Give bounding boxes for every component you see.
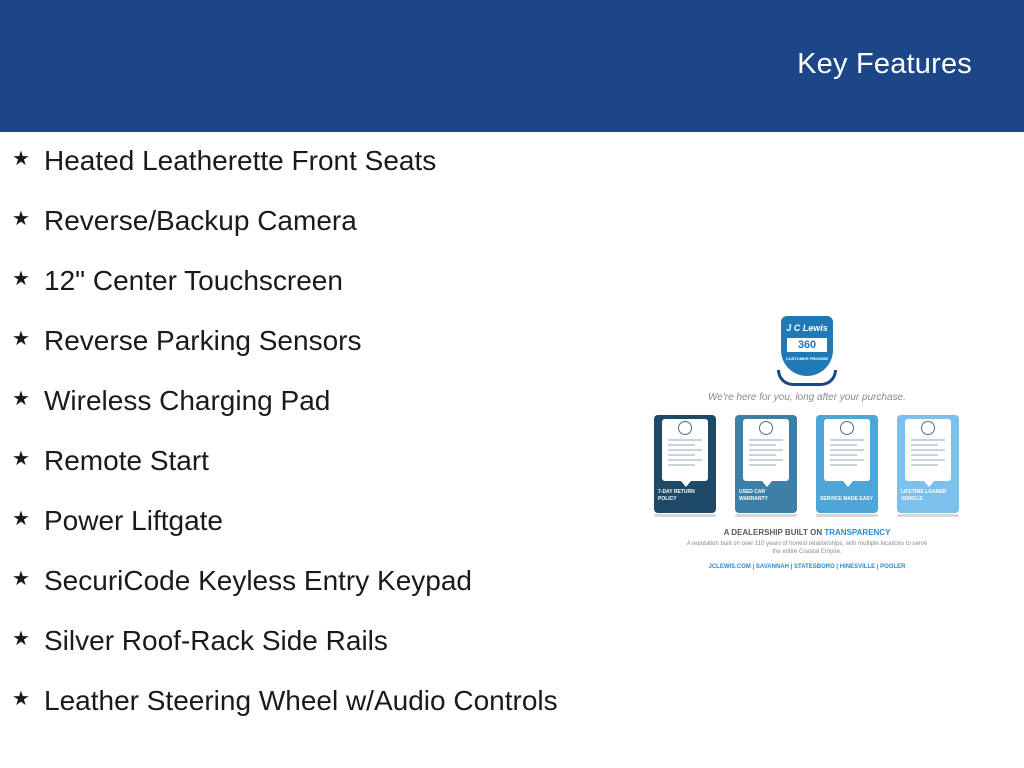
card-label: USED CAR WARRANTY (739, 489, 768, 502)
promo-card (897, 415, 959, 513)
loaner-car-icon (921, 421, 935, 435)
promo-tagline: We're here for you, long after your purchase. (708, 392, 906, 403)
built-highlight: TRANSPARENCY (824, 528, 891, 537)
feature-item (0, 144, 560, 178)
star-icon: ★ (12, 628, 30, 650)
card-shadow (654, 514, 716, 517)
promo-card (816, 415, 878, 513)
feature-item (0, 684, 560, 718)
star-icon: ★ (12, 208, 30, 230)
card-text-lines (749, 439, 783, 469)
logo-brand: J C Lewis (786, 323, 828, 333)
star-icon: ★ (12, 268, 30, 290)
feature-label: Leather Steering Wheel w/Audio Controls (44, 685, 558, 716)
service-house-icon (840, 421, 854, 435)
feature-label: SecuriCode Keyless Entry Keypad (44, 565, 472, 596)
feature-item (0, 564, 560, 598)
star-icon: ★ (12, 328, 30, 350)
reputation-text: A reputation built on over 110 years of honest relationships, with multiple locations to serve the entire Coastal Empire. (686, 541, 928, 555)
feature-label: Reverse Parking Sensors (44, 325, 362, 356)
star-icon: ★ (12, 148, 30, 170)
card-text-lines (830, 439, 864, 469)
dollar-refund-icon (678, 421, 692, 435)
feature-item (0, 504, 560, 538)
star-icon: ★ (12, 688, 30, 710)
locations-text: JCLEWIS.COM | SAVANNAH | STATESBORO | HINESVILLE | POOLER (708, 564, 906, 570)
card-label: SERVICE MADE EASY (820, 496, 873, 502)
dealership-built-heading (642, 528, 972, 537)
feature-item (0, 324, 560, 358)
feature-item (0, 624, 560, 658)
card-bubble (743, 419, 789, 481)
card-text-lines (668, 439, 702, 469)
page-title: Key Features (797, 48, 972, 80)
feature-list (0, 144, 560, 744)
card-shadow (897, 514, 959, 517)
promo-cards (654, 415, 958, 515)
logo-360: 360 (787, 338, 827, 352)
feature-item (0, 384, 560, 418)
star-icon: ★ (12, 568, 30, 590)
feature-label: Power Liftgate (44, 505, 223, 536)
feature-item (0, 444, 560, 478)
feature-label: Silver Roof-Rack Side Rails (44, 625, 388, 656)
logo-sub: CUSTOMER PROMISE (785, 356, 829, 361)
promo-card (654, 415, 716, 513)
card-bubble (662, 419, 708, 481)
card-bubble (824, 419, 870, 481)
feature-label: Remote Start (44, 445, 209, 476)
header-bar (0, 0, 1024, 132)
star-icon: ★ (12, 448, 30, 470)
feature-label: 12" Center Touchscreen (44, 265, 343, 296)
certified-badge-icon (759, 421, 773, 435)
shield-icon (781, 316, 833, 376)
card-label: LIFETIME LOANER VEHICLE (901, 489, 947, 502)
card-shadow (816, 514, 878, 517)
feature-label: Heated Leatherette Front Seats (44, 145, 437, 176)
promo-card (735, 415, 797, 513)
built-prefix: A DEALERSHIP BUILT ON (723, 528, 823, 537)
card-bubble (905, 419, 951, 481)
feature-label: Wireless Charging Pad (44, 385, 331, 416)
swoosh-icon (777, 370, 837, 386)
feature-label: Reverse/Backup Camera (44, 205, 357, 236)
star-icon: ★ (12, 508, 30, 530)
card-text-lines (911, 439, 945, 469)
feature-item (0, 204, 560, 238)
card-label: 7-DAY RETURN POLICY (658, 489, 695, 502)
star-icon: ★ (12, 388, 30, 410)
customer-promise-graphic (642, 310, 972, 580)
feature-item (0, 264, 560, 298)
jclewis-360-logo (777, 316, 837, 388)
card-shadow (735, 514, 797, 517)
